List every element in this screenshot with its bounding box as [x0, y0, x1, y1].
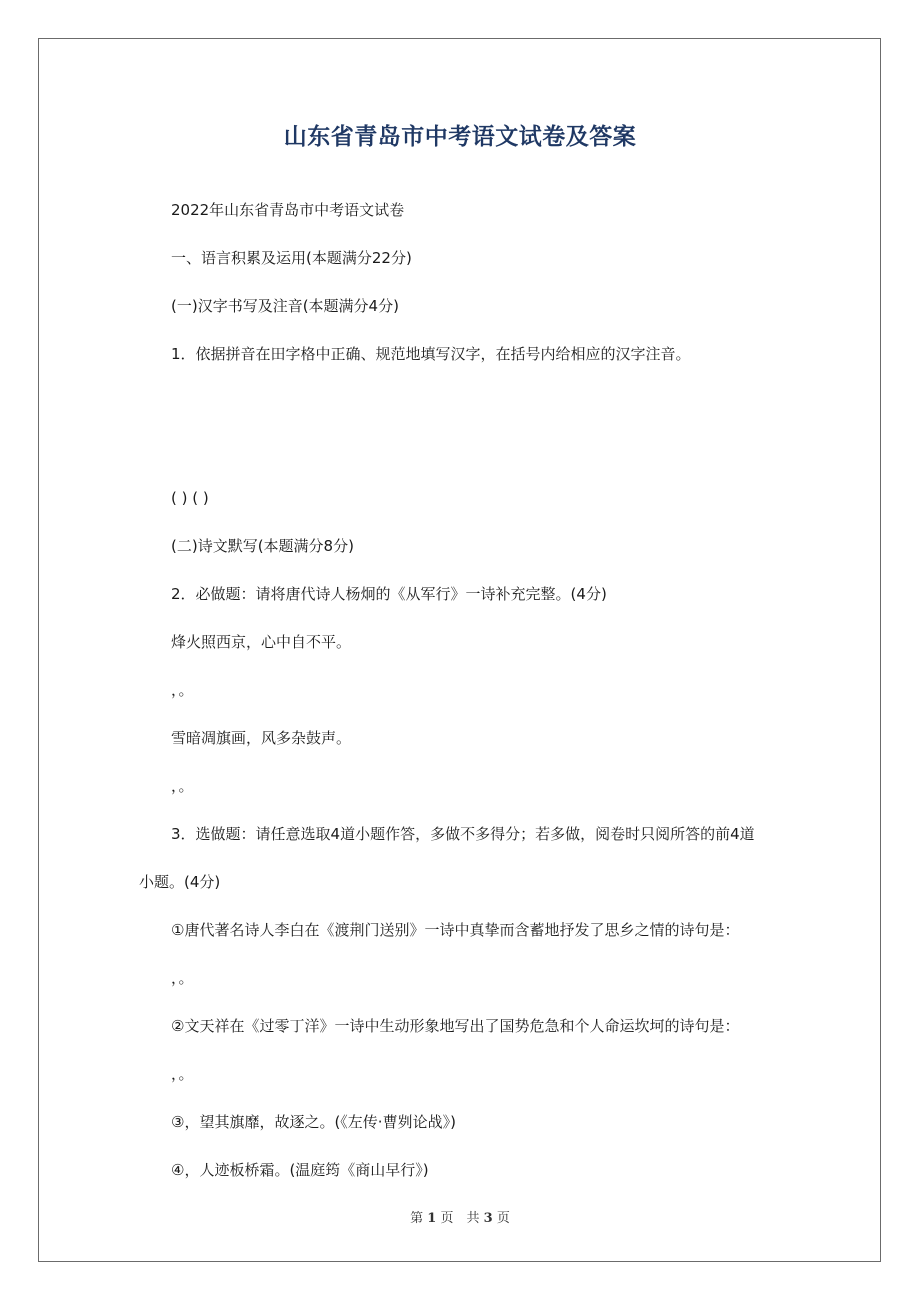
footer-page-total: 3	[483, 1211, 493, 1226]
paragraph-subsection-one: (一)汉字书写及注音(本题满分4分)	[171, 297, 399, 315]
paragraph-item-4: ④，人迹板桥霜。(温庭筠《商山早行》)	[171, 1161, 429, 1179]
poem-blank-1: ，。	[171, 681, 194, 699]
page-footer	[0, 1207, 920, 1226]
paragraph-item-2: ②文天祥在《过零丁洋》一诗中生动形象地写出了国势危急和个人命运坎坷的诗句是：	[171, 1017, 740, 1035]
footer-label-pre: 第	[410, 1211, 424, 1226]
paragraph-item-1: ①唐代著名诗人李白在《渡荆门送别》一诗中真挚而含蓄地抒发了思乡之情的诗句是：	[171, 921, 740, 939]
footer-label-post: 页	[496, 1211, 510, 1226]
paragraph-item-3: ③，望其旗靡，故逐之。(《左传·曹刿论战》)	[171, 1113, 456, 1131]
footer-label-mid: 页 共	[440, 1211, 480, 1226]
poem-line-2: 雪暗凋旗画，风多杂鼓声。	[171, 729, 352, 747]
paragraph-question-3-cont: 小题。(4分)	[139, 873, 221, 891]
document-body	[139, 186, 789, 1194]
paragraph-section-one: 一、语言积累及运用(本题满分22分)	[171, 249, 412, 267]
paragraph-question-3: 3．选做题：请任意选取4道小题作答，多做不多得分；若多做，阅卷时只阅所答的前4道	[171, 825, 755, 843]
paragraph-exam-heading: 2022年山东省青岛市中考语文试卷	[171, 201, 405, 219]
poem-blank-2: ，。	[171, 777, 194, 795]
paragraph-subsection-two: (二)诗文默写(本题满分8分)	[171, 537, 354, 555]
document-title: 山东省青岛市中考语文试卷及答案	[283, 124, 637, 150]
paragraph-question-1: 1．依据拼音在田字格中正确、规范地填写汉字，在括号内给相应的汉字注音。	[171, 345, 691, 363]
item-2-blank: ，。	[171, 1065, 194, 1083]
poem-line-1: 烽火照西京，心中自不平。	[171, 633, 352, 651]
footer-page-current: 1	[427, 1211, 437, 1226]
blank-answer-area	[139, 378, 789, 474]
paragraph-pinyin-brackets: ( ) ( )	[171, 489, 209, 507]
item-1-blank: ，。	[171, 969, 194, 987]
paragraph-question-2: 2．必做题：请将唐代诗人杨炯的《从军行》一诗补充完整。(4分)	[171, 585, 607, 603]
